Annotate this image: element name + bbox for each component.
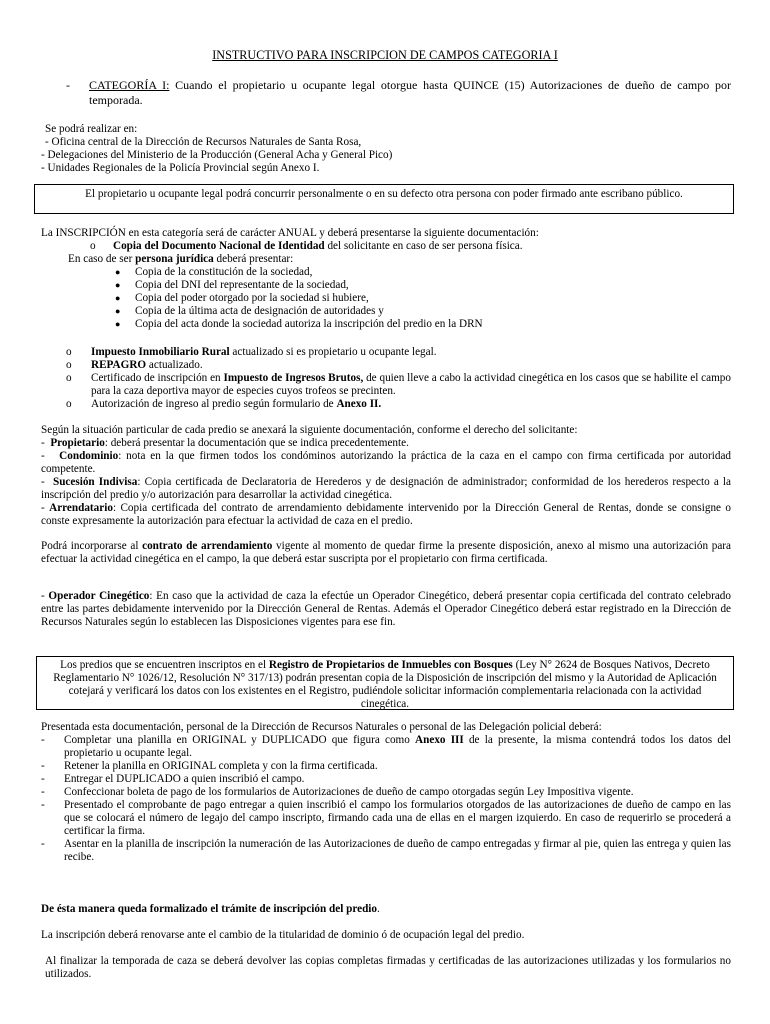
other-requirements-list — [66, 346, 731, 411]
category-dash: - — [66, 78, 70, 92]
list-item-text: Presentado el comprobante de pago entregar a quien inscribió el campo los formularios otorgados de las autorizaciones de dueño de campo en las que se colocará el número de legajo del campo inscripto, firmando cada una de ellas en el margen izquierdo. En caso de requerirlo se procederá a certificar la firma. — [64, 799, 731, 837]
list-item-text: Entregar el DUPLICADO a quien inscribió el campo. — [64, 773, 305, 785]
list-item — [66, 346, 731, 359]
juridica-post: deberá presentar: — [213, 253, 294, 265]
list-item-text: Copia de la constitución de la sociedad, — [135, 266, 313, 278]
list-item-text: Copia del acta donde la sociedad autoriza la inscripción del predio en la DRN — [135, 318, 483, 330]
category-text: Cuando el propietario u ocupante legal otorgue hasta QUINCE (15) Autorizaciones de dueño de campo por temporada. — [89, 78, 732, 107]
bullet-mark: ● — [115, 293, 121, 303]
cond-bold: Condominio — [59, 450, 119, 462]
o-marker: o — [66, 359, 72, 371]
cond-rest: : nota en la que firmen todos los condóminos autorizando la práctica de la caza en el campo con firma certificada por autoridad competente. — [41, 450, 732, 475]
renewal-line: La inscripción deberá renovarse ante el cambio de la titularidad de dominio ó de ocupación legal del predio. — [41, 929, 525, 941]
repagro-bold: REPAGRO — [91, 359, 147, 371]
situation-block — [41, 424, 731, 528]
document-title: INSTRUCTIVO PARA INSCRIPCION DE CAMPOS CATEGORIA I — [212, 48, 558, 62]
personal-attendance-box — [34, 184, 734, 214]
contract-rest: vigente al momento de quedar firme la presente disposición, anexo al mismo una autorización para efectuar la actividad cinegética en el campo, la que deberá estar suscripta por el propietario con firma certificada. — [41, 540, 731, 565]
bullet-mark: ● — [115, 319, 121, 329]
suc-bold: Sucesión Indivisa — [52, 476, 138, 488]
o-marker: o — [66, 346, 72, 358]
formalized-bold: De ésta manera queda formalizado el trámite de inscripción del predio — [41, 903, 377, 915]
bullet-mark: ● — [115, 267, 121, 277]
forest-registry-box — [36, 656, 734, 710]
dni-requirement — [41, 240, 731, 253]
operator-paragraph: - Operador Cinegético: En caso que la actividad de caza la efectúe un Operador Cinegético, deberá presentar copia certificada del contrato celebrado entre las partes debidamente intervenido por la Dirección General de Rentas. Además el Operador Cinegético deberá estar registrado en la Dirección de Recursos Naturales según lo establecen las Disposiciones vigentes para ese fin. — [41, 590, 731, 628]
iibb-pre: Certificado de inscripción en — [91, 372, 224, 384]
locations-intro: Se podrá realizar en: — [45, 123, 138, 135]
situation-condominio: - Condominio: nota en la que firmen todos los condóminos autorizando la práctica de la caza en el campo con firma certificada por autoridad competente. — [41, 450, 732, 475]
presented-steps — [41, 734, 731, 864]
list-item — [115, 305, 731, 318]
box2-pre: Los predios que se encuentren inscriptos en el — [60, 659, 269, 671]
list-item-text: Copia del poder otorgado por la sociedad si hubiere, — [135, 292, 369, 304]
location-item: - Delegaciones del Ministerio de la Producción (General Acha y General Pico) — [41, 149, 393, 161]
list-item — [66, 359, 731, 372]
list-item — [115, 292, 731, 305]
list-item: - Confeccionar boleta de pago de los formularios de Autorizaciones de dueño de campo otorgadas según Ley Impositiva vigente. — [41, 786, 634, 798]
anexo-bold: Anexo II. — [336, 398, 382, 410]
location-item: - Oficina central de la Dirección de Recursos Naturales de Santa Rosa, — [45, 136, 362, 148]
closing-paragraph: Al finalizar la temporada de caza se deberá devolver las copias completas firmadas y certificadas de las autorizaciones utilizadas y los formularios no utilizados. — [45, 955, 731, 980]
iibb-bold: Impuesto de Ingresos Brutos, — [223, 372, 364, 384]
situation-intro: Según la situación particular de cada predio se anexará la siguiente documentación, conforme el derecho del solicitante: — [41, 424, 578, 436]
location-item: - Unidades Regionales de la Policía Provincial según Anexo I. — [41, 162, 320, 174]
contract-pre: Podrá incorporarse al — [41, 540, 143, 552]
juridica-bold: persona jurídica — [135, 253, 214, 265]
list-item — [115, 279, 731, 292]
o-marker: o — [66, 398, 72, 410]
arr-bold: Arrendatario — [49, 502, 113, 514]
list-item-text: Retener la planilla en ORIGINAL completa y con la firma certificada. — [64, 760, 378, 772]
list-item: - Presentado el comprobante de pago entregar a quien inscribió el campo los formularios otorgados de las autorizaciones de dueño de campo en las que se colocará el número de legajo del campo inscripto, firmando cada una de ellas en el margen izquierdo. En caso de requerirlo se procederá a certificar la firma. — [41, 799, 731, 837]
list-item — [115, 266, 731, 279]
step1-rest: de la presente, la misma contendrá todos los datos del propietario u ocupante legal. — [64, 734, 732, 759]
list-item — [66, 398, 731, 411]
suc-rest: : Copia certificada de Declaratoria de Herederos y de designación de administrador; conformidad de los herederos respecto a la inscripción del predio y/o autorización para desarrollar la actividad cinegética. — [41, 476, 731, 501]
list-item — [66, 372, 731, 398]
list-item-text: Confeccionar boleta de pago de los formularios de Autorizaciones de dueño de campo otorgadas según Ley Impositiva vigente. — [64, 786, 634, 798]
anexo-pre: Autorización de ingreso al predio según formulario de — [91, 398, 337, 410]
locations-block — [41, 123, 392, 175]
category-paragraph — [66, 78, 731, 108]
contract-bold: contrato de arrendamiento — [142, 540, 273, 552]
prop-rest: : deberá presentar la documentación que se indica precedentemente. — [104, 437, 409, 449]
step1-pre: Completar una planilla en ORIGINAL y DUPLICADO que figura como — [64, 734, 416, 746]
juridica-list — [115, 266, 731, 331]
step1-bold: Anexo III — [415, 734, 464, 746]
list-item-text: Asentar en la planilla de inscripción la numeración de las Autorizaciones de dueño de campo entregadas y firmar al pie, quien las entrega y quien las recibe. — [64, 838, 731, 863]
iibb-rest: de quien lleve a cabo la actividad cinegética en los casos que se habilite el campo para la caza deportiva mayor de especies cuyos trofeos se precinten. — [91, 372, 731, 397]
prop-bold: Propietario — [50, 437, 105, 449]
formalized-line — [41, 903, 380, 916]
operator-bold: Operador Cinegético — [48, 590, 150, 602]
situation-arrendatario: - Arrendatario: Copia certificada del contrato de arrendamiento debidamente intervenido por la Dirección General de Rentas, donde se consigne o conste expresamente la autorización para efectuar la actividad de caza en el predio. — [41, 502, 731, 527]
contract-paragraph — [41, 540, 731, 566]
inscription-block — [41, 227, 731, 331]
o-marker: o — [90, 240, 96, 252]
situation-sucesion: - Sucesión Indivisa: Copia certificada de Declaratoria de Herederos y de designación de administrador; conformidad de los herederos respecto a la inscripción del predio y/o autorización para desarrollar la actividad cinegética. — [41, 476, 731, 501]
formalized-dot: . — [377, 903, 380, 915]
presented-block — [41, 721, 731, 864]
situation-propietario: - Propietario: deberá presentar la documentación que se indica precedentemente. — [41, 437, 409, 449]
impuesto-bold: Impuesto Inmobiliario Rural — [91, 346, 230, 358]
juridica-pre: En caso de ser — [68, 253, 136, 265]
personal-attendance-text: El propietario u ocupante legal podrá concurrir personalmente o en su defecto otra persona con poder firmado ante escribano público. — [85, 188, 683, 200]
list-item-text: Copia del DNI del representante de la sociedad, — [135, 279, 349, 291]
impuesto-rest: actualizado si es propietario u ocupante legal. — [229, 346, 437, 358]
list-item: - Retener la planilla en ORIGINAL completa y con la firma certificada. — [41, 760, 378, 772]
operator-rest: : En caso que la actividad de caza la efectúe un Operador Cinegético, deberá presentar copia certificada del contrato celebrado entre las partes debidamente intervenido por la Dirección General de Rentas. Además el Operador Cinegético deberá estar registrado en la Dirección de Recursos Naturales según lo establecen las Disposiciones vigentes para ese fin. — [41, 590, 731, 628]
bullet-mark: ● — [115, 306, 121, 316]
list-item — [115, 318, 731, 331]
presented-intro: Presentada esta documentación, personal de la Dirección de Recursos Naturales o personal de las Delegación policial deberá: — [41, 721, 602, 733]
inscription-intro: La INSCRIPCIÓN en esta categoría será de carácter ANUAL y deberá presentarse la siguiente documentación: — [41, 227, 539, 239]
arr-rest: : Copia certificada del contrato de arrendamiento debidamente intervenido por la Dirección General de Rentas, donde se consigne o conste expresamente la autorización para efectuar la actividad de caza en el predio. — [41, 502, 731, 527]
box2-rest: (Ley N° 2624 de Bosques Nativos, Decreto Reglamentario N° 1026/12, Resolución N° 317/13) podrán presentan copia de la Disposición de inscripción del mismo y la Autoridad de Aplicación cotejará y verificará los datos con los existentes en el Registro, pudiéndole solicitar información complementaria relacionada con la actividad cinegética. — [53, 659, 717, 710]
dni-bold: Copia del Documento Nacional de Identidad — [113, 240, 325, 252]
juridica-intro — [41, 253, 731, 266]
list-item: - Entregar el DUPLICADO a quien inscribió el campo. — [41, 773, 305, 785]
dni-rest: del solicitante en caso de ser persona física. — [324, 240, 523, 252]
box2-bold: Registro de Propietarios de Inmuebles con Bosques — [268, 659, 513, 671]
o-marker: o — [66, 372, 72, 384]
category-label: CATEGORÍA I: — [89, 78, 170, 92]
bullet-mark: ● — [115, 280, 121, 290]
repagro-rest: actualizado. — [146, 359, 203, 371]
list-item: - Completar una planilla en ORIGINAL y DUPLICADO que figura como Anexo III de la presente, la misma contendrá todos los datos del propietario u ocupante legal. — [41, 734, 732, 759]
list-item: - Asentar en la planilla de inscripción la numeración de las Autorizaciones de dueño de campo entregadas y firmar al pie, quien las entrega y quien las recibe. — [41, 838, 731, 863]
list-item-text: Copia de la última acta de designación de autoridades y — [135, 305, 384, 317]
